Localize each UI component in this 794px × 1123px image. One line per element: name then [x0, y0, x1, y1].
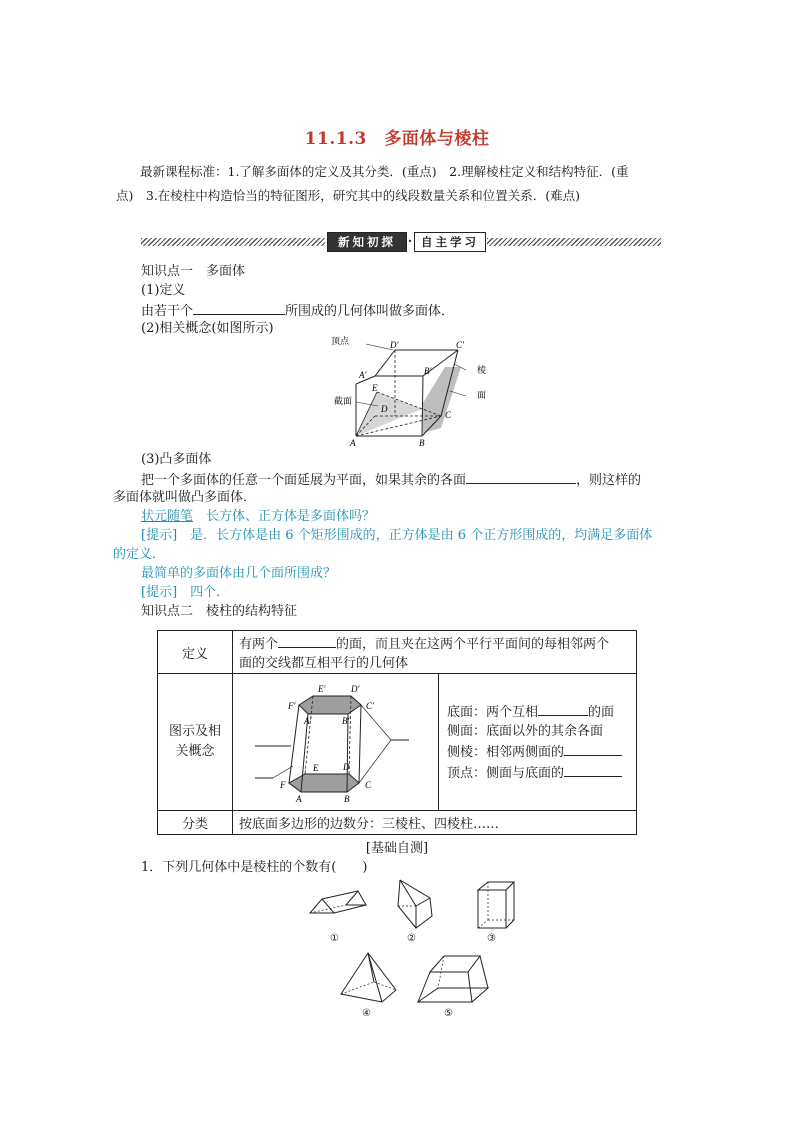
- table-head-figure: 图示及相 关概念: [158, 674, 233, 811]
- k1-definition: 由若干个 所围成的几何体叫做多面体．: [141, 300, 454, 321]
- fig1-label-C: C: [445, 410, 452, 420]
- fig1-label-B1: B′: [424, 366, 432, 376]
- solid-2-label: ②: [407, 933, 416, 944]
- fig2-label-D1: D′: [351, 684, 360, 694]
- fig1-label-vertex: 顶点: [331, 337, 350, 347]
- table-concepts: [439, 674, 637, 811]
- note-question-2: 最简单的多面体由几个面所围成？: [141, 566, 337, 581]
- note-answer-1-line2: 的定义．: [113, 547, 166, 562]
- solid-4-label: ④: [362, 1008, 371, 1019]
- concept-vertex: 顶点：侧面与底面的: [447, 762, 630, 783]
- convex-definition-line1: 把一个多面体的任意一个面延展为平面，如果其余的各面 ，则这样的: [141, 469, 641, 490]
- section-banner: [141, 232, 661, 252]
- convex-definition-line2: 多面体就叫做凸多面体．: [113, 490, 257, 505]
- page-title: 11.1.3 多面体与棱柱: [304, 129, 490, 149]
- concept-base: 底面：两个互相 的面: [447, 701, 630, 722]
- fig2-label-B1: B′: [342, 716, 350, 726]
- solid-3-label: ③: [487, 933, 496, 944]
- fig1-label-B: B: [419, 438, 425, 448]
- fig2-label-C: C: [365, 780, 372, 790]
- fig1-label-D: D: [381, 404, 388, 414]
- hexagonal-prism-figure: [233, 674, 438, 806]
- fig2-label-C1: C′: [366, 701, 374, 711]
- table-definition: 有两个 的面，而且夹在这两个平行平面间的每相邻两个 面的交线都互相平行的几何体: [233, 631, 637, 674]
- solid-4-tetrahedron: [338, 950, 400, 1006]
- course-standard-line1: 最新课程标准：1.了解多面体的定义及其分类．(重点) 2.理解棱柱定义和结构特征．(重: [140, 164, 629, 179]
- course-standard-line2: 点) 3.在棱柱中构造恰当的特征图形，研究其中的线段数量关系和位置关系．(难点): [116, 188, 581, 203]
- solid-2-irregular: [394, 876, 438, 932]
- note-tag: 状元随笔: [141, 509, 194, 524]
- fig1-label-A: A: [350, 438, 356, 448]
- k1-sub-definition: (1)定义: [141, 283, 186, 298]
- solid-1-triangular-prism: [308, 885, 368, 925]
- selftest-question-1: 1．下列几何体中是棱柱的个数有( ): [141, 860, 368, 875]
- solid-5-frustum: [416, 954, 490, 1008]
- polyhedron-figure: [330, 336, 500, 448]
- concept-lateral-edge: 侧棱：相邻两侧面的: [447, 741, 630, 762]
- fig2-label-A1: A′: [304, 716, 312, 726]
- fig1-label-D1: D′: [390, 340, 399, 350]
- note-answer-1-line1: [提示] 是．长方体是由 6 个矩形围成的，正方体是由 6 个正方形围成的，均满足多面体: [141, 528, 653, 543]
- fig1-label-section: 截面: [334, 397, 353, 407]
- k1-sub-concepts: (2)相关概念(如图所示): [141, 321, 274, 336]
- banner-right-label: 自主学习: [414, 232, 486, 252]
- fig1-label-edge: 棱: [477, 366, 487, 376]
- banner-left-label: 新知初探: [327, 232, 407, 252]
- fig2-label-A: A: [296, 794, 302, 804]
- fig2-label-B: B: [344, 794, 350, 804]
- solid-3-cuboid: [474, 880, 520, 932]
- k2-heading: 知识点二 棱柱的结构特征: [141, 604, 298, 619]
- fig1-label-face: 面: [477, 391, 487, 401]
- k1-heading: 知识点一 多面体: [141, 264, 246, 279]
- fig2-label-E1: E′: [318, 684, 326, 694]
- fig1-label-E: E: [372, 383, 378, 393]
- fig2-label-F: F: [280, 780, 286, 790]
- table-head-classification: 分类: [158, 811, 233, 835]
- table-figure-cell: [233, 674, 439, 811]
- banner-dot: ·: [407, 234, 413, 248]
- note-answer-2: [提示] 四个．: [141, 585, 230, 600]
- banner-hatch-left: [141, 238, 325, 246]
- table-head-definition: 定义: [158, 631, 233, 674]
- table-classification: 按底面多边形的边数分：三棱柱、四棱柱……: [233, 811, 637, 835]
- prism-table: [157, 630, 637, 835]
- k1-sub-convex: (3)凸多面体: [141, 452, 212, 467]
- fig2-label-F1: F′: [288, 701, 296, 711]
- note-question-1: 状元随笔 长方体、正方体是多面体吗？: [141, 509, 376, 524]
- banner-hatch-right: [487, 238, 661, 246]
- course-standard: [116, 160, 686, 208]
- fig1-label-A1: A′: [359, 370, 367, 380]
- solid-5-label: ⑤: [444, 1008, 453, 1019]
- fig2-label-D: D: [343, 762, 350, 772]
- fig2-label-E: E: [313, 763, 319, 773]
- fig1-label-C1: C′: [456, 340, 464, 350]
- solid-1-label: ①: [330, 933, 339, 944]
- concept-lateral-face: 侧面：底面以外的其余各面: [447, 724, 604, 739]
- selftest-heading: [基础自测]: [365, 841, 429, 856]
